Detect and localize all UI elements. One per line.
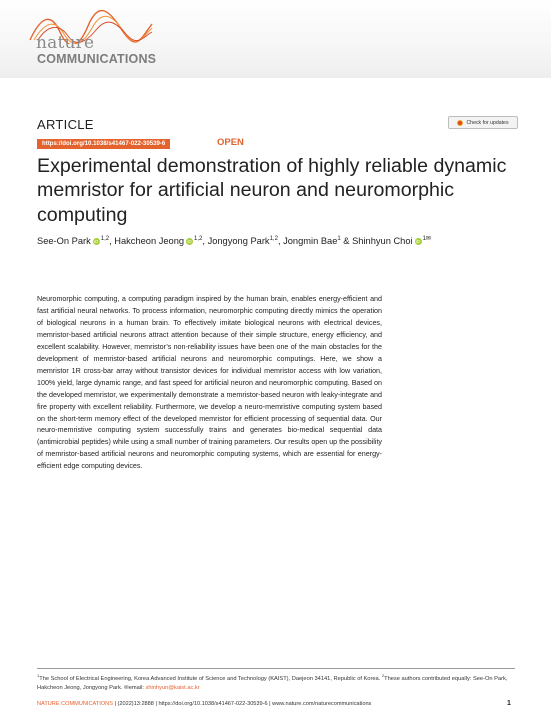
orcid-icon[interactable]: iD: [94, 239, 99, 245]
author-name[interactable]: Shinhyun Choi: [352, 236, 413, 247]
logo-nature: nature: [36, 33, 95, 53]
footer-journal-name: NATURE COMMUNICATIONS: [37, 701, 113, 707]
corresponding-email-link[interactable]: shinhyun@kaist.ac.kr: [145, 685, 200, 692]
equal-contribution-text: These authors contributed equally: See-On Park, Hakcheon Jeong, Jongyong Park.: [37, 675, 508, 692]
author-affiliation: 1: [337, 236, 341, 242]
author-name[interactable]: Jongmin Bae: [283, 236, 338, 247]
author-affiliation: 1✉: [422, 236, 431, 242]
author-name[interactable]: Hakcheon Jeong: [114, 236, 185, 247]
email-label: ✉email:: [123, 685, 144, 692]
page-footer: [37, 701, 477, 707]
crossmark-icon: [457, 120, 463, 126]
affiliation-text: The School of Electrical Engineering, Korea Advanced Institute of Science and Technology (KAIST), Daejeon 34141, Republic of Korea.: [39, 675, 381, 682]
article-title: Experimental demonstration of highly reliable dynamic memristor for artificial neuron and neuromorphic computing: [37, 155, 507, 226]
footnote-marker: 1: [37, 673, 40, 678]
footer-citation: | (2022)13:2888 | https://doi.org/10.1038/s41467-022-30539-6 | www.nature.com/naturecommunications: [112, 701, 372, 707]
author-affiliation: 1,2: [269, 236, 278, 242]
check-updates-label: Check for updates: [466, 119, 509, 126]
orcid-icon[interactable]: iD: [415, 239, 421, 245]
footnote-divider: [37, 668, 515, 669]
footnote: [37, 671, 517, 694]
author-name[interactable]: Jongyong Park: [207, 236, 270, 247]
orcid-icon[interactable]: iD: [187, 239, 192, 245]
page-number: 1: [507, 700, 511, 707]
author-name[interactable]: See-On Park: [37, 236, 91, 247]
check-updates-button[interactable]: [448, 116, 518, 129]
footnote-marker: 2: [381, 673, 385, 678]
abstract: Neuromorphic computing, a computing paradigm inspired by the human brain, enables energy-efficient and fast artificial neural networks. To process information, neuromorphic computing directly mimics the operation of biological neurons in a human brain. To effectively imitate biological neurons with electrical devices, memristor-based artificial neurons attract attention because of their simple structure, energy efficiency, and excellent scalability. However, memristor’s non-reliability issues have been one of the main obstacles for the development of memristor-based artificial neurons and neuromorphic computings. Here, we show a memristor 1R cross-bar array without transistor devices for individual memristor access with low variation, 100% yield, large dynamic range, and fast speed for artificial neuron and neuromorphic computing. Based on the developed memristor, we experimentally demonstrate a memristor-based neuron with leaky-integrate and fire property with excellent reliability. Furthermore, we develop a neuro-memristive computing system based on the short-term memory effect of the developed memristor for efficient processing of sequential data. Our neuro-memristive computing system successfully trains and generates bio-medical sequential data (antimicrobial peptides) while using a small number of training parameters. Our results open up the possibility of memristor-based artificial neurons and neuromorphic computing systems, which are essential for energy-efficient edge computing devices.: [37, 295, 382, 471]
author-affiliation: 1,2: [194, 236, 203, 242]
author-affiliation: 1,2: [100, 236, 110, 242]
doi-link[interactable]: https://doi.org/10.1038/s41467-022-30539-6: [37, 139, 170, 149]
open-access-label: OPEN: [217, 137, 244, 148]
article-type: ARTICLE: [37, 117, 94, 132]
logo-communications: COMMUNICATIONS: [37, 52, 157, 66]
author-list: See-On Park iD $^{1,2}$, Hakcheon Jeong iD $^{1,2}$, Jongyong Park$^{1,2}$, Jongmin Bae$^1$ & Shinhyun Choi iD $^{1✉}$: [37, 236, 431, 247]
